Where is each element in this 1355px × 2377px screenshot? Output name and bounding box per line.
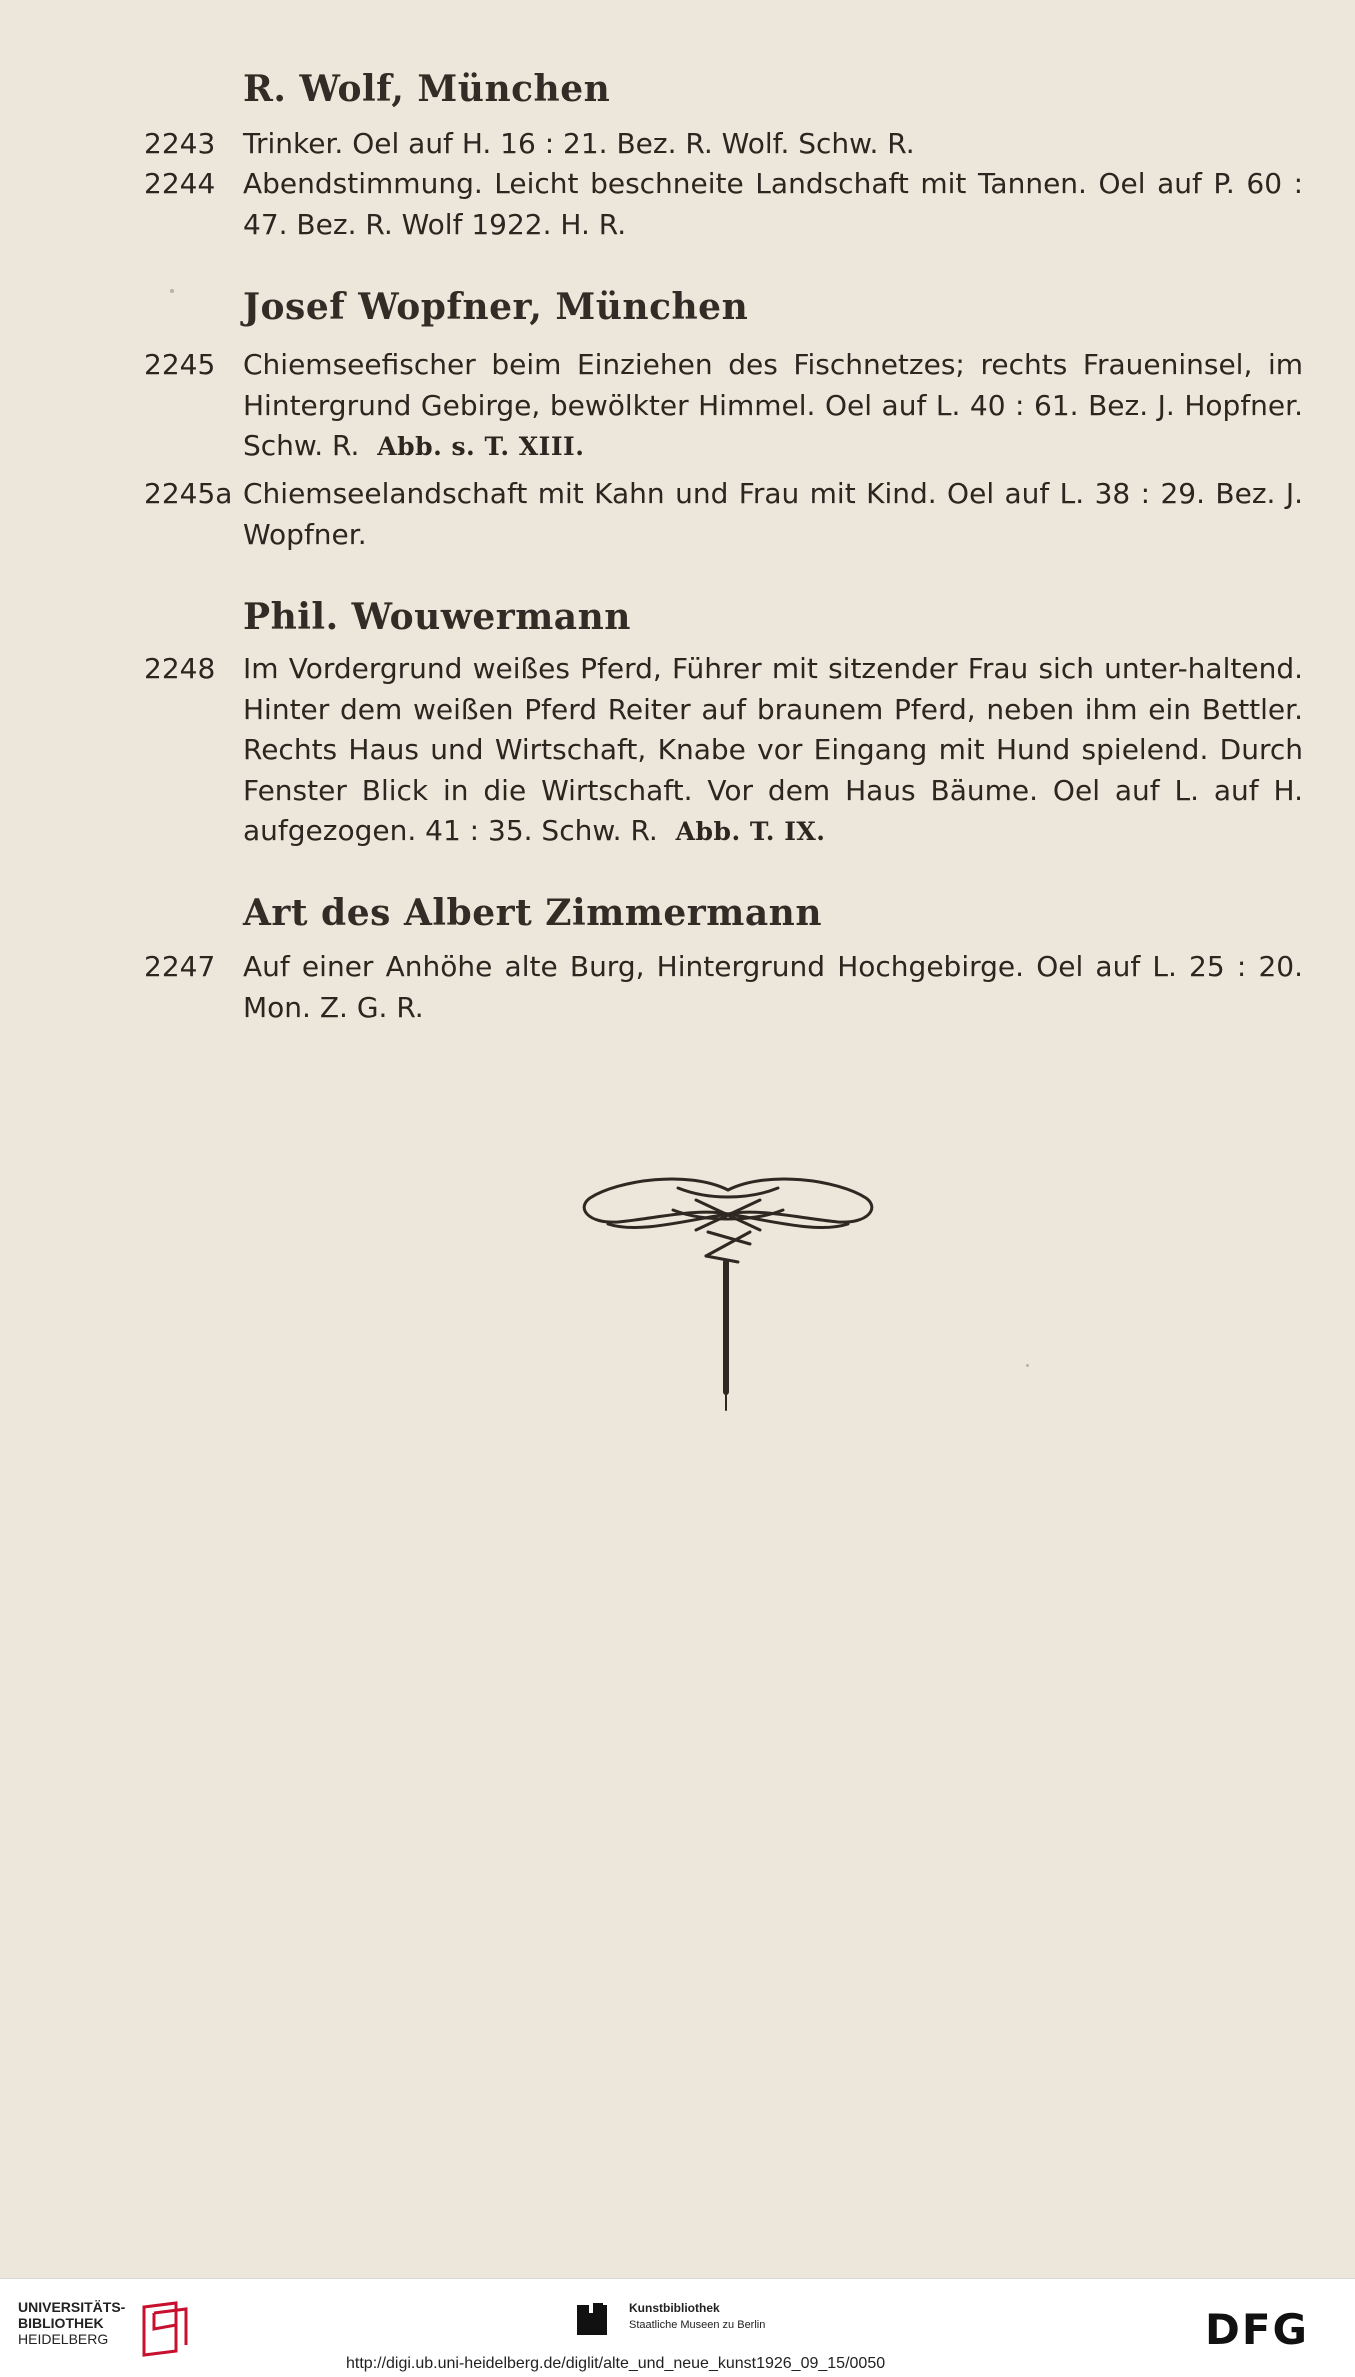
artist-heading-wopfner: Josef Wopfner, München xyxy=(243,286,749,328)
entry-description: Auf einer Anhöhe alte Burg, Hintergrund Hochgebirge. Oel auf L. 25 : 20. Mon. Z. G. R. xyxy=(243,950,1303,1024)
library-name xyxy=(18,2299,125,2347)
ub-emblem-icon xyxy=(136,2299,196,2357)
entry-number: 2248 xyxy=(144,652,216,685)
catalog-entry-2243 xyxy=(144,124,1304,165)
entry-description: Abendstimmung. Leicht beschneite Landschaft mit Tannen. Oel auf P. 60 : 47. Bez. R. Wolf 1922. H. R. xyxy=(243,167,1303,241)
entry-description xyxy=(243,345,1303,468)
entry-number: 2245a xyxy=(144,477,233,510)
kunstbibliothek-subtitle: Staatliche Museen zu Berlin xyxy=(629,2319,766,2331)
entry-number: 2244 xyxy=(144,167,216,200)
paper-speck xyxy=(1026,1364,1029,1367)
artist-heading-wolf: R. Wolf, München xyxy=(243,68,611,110)
catalog-entry-2248 xyxy=(144,649,1304,853)
plate-reference: Abb. T. IX. xyxy=(675,817,826,846)
plate-reference: Abb. s. T. XIII. xyxy=(377,432,585,461)
paper-speck xyxy=(170,289,174,293)
catalog-entry-2245 xyxy=(144,345,1304,468)
permalink-url[interactable]: http://digi.ub.uni-heidelberg.de/diglit/alte_und_neue_kunst1926_09_15/0050 xyxy=(346,2355,886,2372)
library-line-1: UNIVERSITÄTS- xyxy=(18,2299,126,2315)
entry-text: Chiemseefischer beim Einziehen des Fischnetzes; rechts Fraueninsel, im Hintergrund Gebirge, bewölkter Himmel. Oel auf L. 40 : 61. Bez. J. Hopfner. Schw. R. xyxy=(243,348,1303,462)
catalog-entry-2244 xyxy=(144,164,1304,245)
artist-heading-zimmermann: Art des Albert Zimmermann xyxy=(243,892,823,934)
entry-number: 2247 xyxy=(144,950,216,983)
dfg-logo[interactable]: DFG xyxy=(1205,2305,1310,2354)
entry-description xyxy=(243,649,1303,853)
kunstbibliothek-name: Kunstbibliothek xyxy=(629,2301,720,2315)
kunstbibliothek-logo[interactable] xyxy=(577,2299,837,2339)
library-line-2: BIBLIOTHEK xyxy=(18,2315,104,2331)
entry-text: Im Vordergrund weißes Pferd, Führer mit sitzender Frau sich unter-haltend. Hinter dem weißen Pferd Reiter auf braunem Pferd, neben ihm ein Bettler. Rechts Haus und Wirtschaft, Knabe vor Eingang mit Hund spielend. Durch Fenster Blick in die Wirtschaft. Vor dem Haus Bäume. Oel auf L. auf H. aufgezogen. 41 : 35. Schw. R. xyxy=(243,652,1303,847)
catalog-entry-2245a xyxy=(144,474,1304,555)
library-line-3: HEIDELBERG xyxy=(18,2331,109,2347)
entry-number: 2245 xyxy=(144,348,216,381)
entry-description: Trinker. Oel auf H. 16 : 21. Bez. R. Wolf. Schw. R. xyxy=(243,127,915,160)
university-library-logo[interactable] xyxy=(18,2299,198,2359)
entry-description: Chiemseelandschaft mit Kahn und Frau mit Kind. Oel auf L. 38 : 29. Bez. J. Wopfner. xyxy=(243,477,1303,551)
catalog-entry-2247 xyxy=(144,947,1304,1028)
artist-heading-wouwermann: Phil. Wouwermann xyxy=(243,596,631,638)
kunstbibliothek-icon xyxy=(577,2299,615,2339)
ornament-vignette xyxy=(578,1170,878,1430)
entry-number: 2243 xyxy=(144,127,216,160)
footer-bar xyxy=(0,2278,1355,2377)
